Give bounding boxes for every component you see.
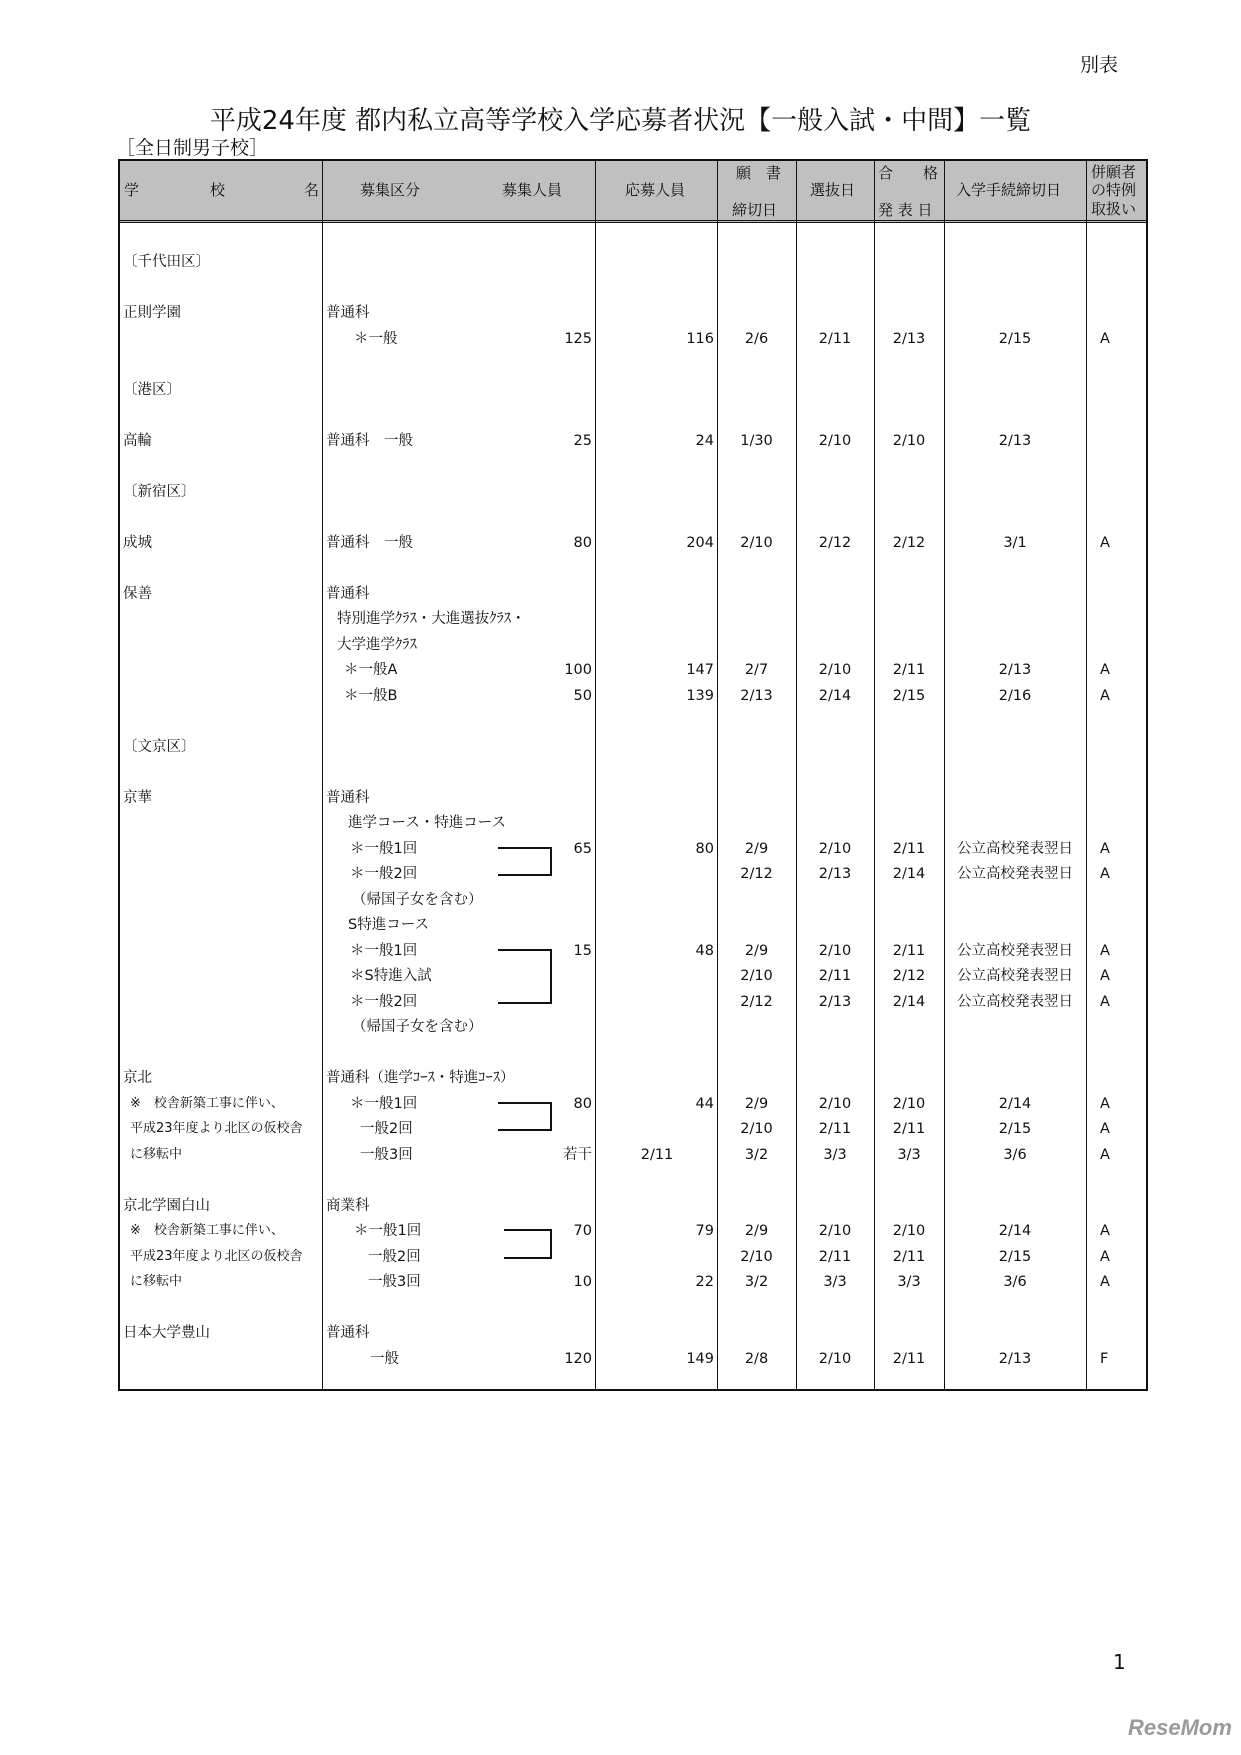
special-handling-code: A	[1100, 840, 1110, 857]
group-bracket	[504, 1229, 552, 1259]
exam-date: 2/10	[818, 942, 852, 959]
special-handling-code: A	[1100, 330, 1110, 347]
appendix-label: 別表	[1080, 54, 1119, 76]
applicants-value: 149	[686, 1350, 714, 1367]
deadline-date: 3/2	[744, 1146, 769, 1163]
exam-date: 2/12	[818, 534, 852, 551]
applicants-value: 116	[686, 330, 714, 347]
school-name: 〔港区〕	[123, 381, 181, 398]
procedure-deadline: 2/13	[998, 1350, 1032, 1367]
result-date: 2/11	[892, 840, 926, 857]
deadline-date: 2/6	[744, 330, 769, 347]
division: ＊一般1回	[354, 1223, 422, 1239]
capacity-value: 125	[564, 330, 592, 347]
division: ＊一般1回	[350, 1095, 418, 1112]
exam-date: 2/10	[818, 662, 852, 678]
exam-date: 2/11	[818, 1121, 852, 1137]
division: ＊一般	[354, 330, 398, 347]
deadline-date: 2/8	[744, 1350, 769, 1367]
division: （帰国子女を含む）	[352, 891, 483, 908]
division: 一般2回	[360, 1121, 413, 1137]
result-date: 2/10	[892, 1095, 926, 1112]
header-result-1: 合 格	[878, 164, 939, 182]
applicants-value: 24	[695, 432, 714, 449]
capacity-value: 80	[573, 534, 592, 551]
applicants-value: 79	[695, 1223, 714, 1239]
page-number: 1	[1113, 1650, 1126, 1674]
header-division: 募集区分	[360, 181, 421, 199]
result-date: 2/14	[892, 993, 926, 1010]
capacity-value: 50	[573, 687, 592, 704]
group-bracket	[498, 847, 552, 877]
procedure-deadline: 公立高校発表翌日	[957, 866, 1073, 882]
result-date: 2/11	[892, 942, 926, 959]
division: 一般3回	[368, 1274, 421, 1290]
school-name: 京北学園白山	[123, 1197, 210, 1214]
procedure-deadline: 2/14	[998, 1223, 1032, 1239]
deadline-date: 2/12	[740, 866, 773, 882]
school-note: 平成23年度より北区の仮校舎	[130, 1248, 303, 1264]
division: ＊一般2回	[350, 866, 418, 882]
deadline-date: 2/13	[740, 687, 773, 704]
result-date: 2/10	[892, 432, 926, 449]
result-date: 2/10	[892, 1223, 926, 1239]
procedure-deadline: 2/14	[998, 1095, 1032, 1112]
section-subtitle: ［全日制男子校］	[116, 137, 269, 159]
result-date: 2/12	[892, 968, 926, 984]
applicants-value: 48	[695, 942, 714, 959]
result-date: 2/13	[892, 330, 926, 347]
division: 普通科	[326, 585, 370, 602]
column-divider	[595, 161, 596, 1389]
deadline-date: 2/10	[740, 1121, 773, 1137]
applicants-value: 147	[686, 662, 714, 678]
deadline-date: 2/9	[744, 1223, 769, 1239]
header-school-3: 名	[304, 181, 320, 199]
school-name: 高輪	[123, 432, 152, 449]
header-school-2: 校	[210, 181, 226, 199]
division: 普通科 一般	[326, 432, 413, 449]
division: ＊一般2回	[350, 993, 418, 1010]
capacity-value: 65	[573, 840, 592, 857]
deadline-date: 2/7	[744, 662, 769, 678]
procedure-deadline: 2/13	[998, 662, 1032, 678]
exam-date: 2/11	[818, 1248, 852, 1265]
capacity-value: 25	[573, 432, 592, 449]
header-deadline-1: 願 書	[736, 164, 782, 182]
applicants-value: 139	[686, 687, 714, 704]
procedure-deadline: 3/6	[1003, 1146, 1027, 1163]
capacity-value: 80	[573, 1095, 592, 1112]
school-name: 成城	[123, 534, 152, 551]
column-divider	[322, 161, 323, 1389]
header-school-1: 学	[124, 181, 140, 199]
applicants-value: 22	[695, 1274, 714, 1290]
procedure-deadline: 2/15	[998, 1248, 1032, 1265]
special-handling-code: A	[1100, 1121, 1110, 1137]
special-handling-code: A	[1100, 993, 1110, 1010]
school-name: 京華	[123, 789, 152, 806]
result-date: 2/11	[892, 1248, 926, 1265]
division: ＊一般1回	[350, 942, 418, 959]
division: 一般3回	[360, 1146, 413, 1163]
special-handling-code: A	[1100, 1223, 1110, 1239]
procedure-deadline: 2/13	[998, 432, 1032, 449]
division: 商業科	[326, 1197, 370, 1214]
exam-date: 2/14	[818, 687, 852, 704]
capacity-value: 120	[564, 1350, 592, 1367]
capacity-value: 10	[573, 1274, 592, 1290]
division: ＊一般1回	[350, 840, 418, 857]
result-date: 3/3	[897, 1274, 921, 1290]
result-date: 2/11	[892, 1121, 926, 1137]
header-deadline-2: 締切日	[732, 201, 778, 219]
applicants-table	[118, 159, 1148, 1391]
special-handling-code: A	[1100, 534, 1110, 551]
division: S特進コース	[348, 917, 429, 933]
header-special-1: 併願者	[1091, 163, 1137, 181]
special-handling-code: F	[1100, 1350, 1109, 1367]
result-date: 2/11	[892, 662, 926, 678]
procedure-deadline: 2/15	[998, 1121, 1032, 1137]
exam-date: 2/11	[818, 968, 852, 984]
division: ＊S特進入試	[350, 968, 432, 984]
procedure-deadline: 公立高校発表翌日	[957, 968, 1073, 984]
header-exam: 選抜日	[810, 181, 856, 199]
school-note: に移転中	[130, 1146, 183, 1162]
deadline-date: 2/9	[744, 1095, 769, 1112]
deadline-date: 2/9	[744, 840, 769, 857]
header-procedure: 入学手続締切日	[956, 181, 1062, 199]
result-date: 3/3	[897, 1146, 921, 1163]
deadline-date: 3/2	[744, 1274, 769, 1290]
school-name: 日本大学豊山	[123, 1325, 210, 1341]
deadline-date: 2/10	[740, 534, 773, 551]
school-note: に移転中	[130, 1274, 183, 1289]
exam-date: 3/3	[823, 1146, 847, 1163]
result-date: 2/11	[892, 1350, 926, 1367]
special-handling-code: A	[1100, 1248, 1110, 1265]
division: 普通科	[326, 1325, 370, 1341]
special-handling-code: A	[1100, 942, 1110, 959]
special-handling-code	[1100, 431, 1130, 451]
table-header	[120, 161, 1146, 223]
header-result-2: 発 表 日	[878, 201, 933, 219]
division: （帰国子女を含む）	[352, 1019, 483, 1035]
division: 普通科（進学ｺｰｽ・特進ｺｰｽ）	[326, 1070, 515, 1086]
school-name: 京北	[123, 1070, 152, 1086]
exam-date: 2/10	[818, 1350, 852, 1367]
applicants-value: 204	[686, 534, 714, 551]
school-note: 平成23年度より北区の仮校舎	[130, 1121, 303, 1136]
division: ＊一般B	[344, 687, 398, 704]
procedure-deadline: 3/6	[1003, 1274, 1027, 1290]
group-bracket	[498, 949, 552, 1004]
division: 進学コース・特進コース	[348, 815, 507, 831]
division: 普通科 一般	[326, 534, 413, 551]
applicants-value: 80	[695, 840, 714, 857]
result-date: 2/12	[892, 534, 926, 551]
exam-date: 2/13	[818, 993, 852, 1010]
capacity-value: 100	[564, 662, 592, 678]
special-handling-code: A	[1100, 1146, 1110, 1163]
special-handling-code: A	[1100, 1095, 1110, 1112]
exam-date: 2/10	[818, 1223, 852, 1239]
capacity-value: 15	[573, 942, 592, 959]
procedure-deadline: 公立高校発表翌日	[957, 840, 1073, 857]
school-name: 〔千代田区〕	[123, 254, 210, 270]
procedure-deadline: 3/1	[1003, 534, 1027, 551]
result-date: 2/14	[892, 866, 926, 882]
procedure-deadline: 公立高校発表翌日	[957, 993, 1073, 1010]
deadline-date: 2/10	[740, 968, 773, 984]
header-special-3: 取扱い	[1091, 200, 1137, 218]
school-name: 〔新宿区〕	[123, 483, 196, 500]
applicants-value: 44	[695, 1095, 714, 1112]
deadline-date: 1/30	[740, 432, 773, 449]
division: 大学進学ｸﾗｽ	[337, 636, 417, 653]
column-divider	[1086, 161, 1087, 1389]
special-handling-code: A	[1100, 866, 1110, 882]
exam-date: 2/11	[818, 330, 852, 347]
school-name: 保善	[123, 585, 152, 602]
special-handling-code: A	[1100, 1274, 1110, 1290]
header-special-2: の特例	[1091, 181, 1137, 199]
procedure-deadline: 2/16	[998, 687, 1032, 704]
deadline-date: 2/12	[740, 993, 773, 1010]
applicants-value: 2/11	[640, 1146, 674, 1163]
exam-date: 2/13	[818, 866, 852, 882]
header-applicants: 応募人員	[625, 181, 686, 199]
capacity-value: 70	[573, 1223, 592, 1239]
exam-date: 2/10	[818, 840, 852, 857]
watermark-logo: ReseMom	[1128, 1715, 1232, 1740]
division: 普通科	[326, 789, 370, 806]
header-capacity: 募集人員	[502, 181, 563, 199]
exam-date: 2/10	[818, 1095, 852, 1112]
school-note: ※ 校舎新築工事に伴い、	[130, 1095, 284, 1111]
division: 特別進学ｸﾗｽ・大進選抜ｸﾗｽ・	[337, 611, 526, 627]
exam-date: 3/3	[823, 1274, 847, 1290]
exam-date: 2/10	[818, 432, 852, 449]
division: 一般	[370, 1350, 399, 1367]
deadline-date: 2/9	[744, 942, 769, 959]
special-handling-code: A	[1100, 968, 1110, 984]
special-handling-code: A	[1100, 662, 1110, 678]
school-name: 正則学園	[123, 305, 181, 321]
result-date: 2/15	[892, 687, 926, 704]
procedure-deadline: 2/15	[998, 330, 1032, 347]
division: 普通科	[326, 305, 370, 321]
procedure-deadline: 公立高校発表翌日	[957, 942, 1073, 959]
page-title: 平成24年度 都内私立高等学校入学応募者状況【一般入試・中間】一覧	[209, 106, 1032, 136]
division: 一般2回	[368, 1248, 421, 1265]
capacity-value: 若干	[563, 1146, 592, 1163]
special-handling-code: A	[1100, 687, 1110, 704]
group-bracket	[498, 1102, 552, 1132]
division: ＊一般A	[344, 662, 398, 678]
deadline-date: 2/10	[740, 1248, 773, 1265]
school-note: ※ 校舎新築工事に伴い、	[130, 1223, 284, 1238]
school-name: 〔文京区〕	[123, 738, 196, 755]
